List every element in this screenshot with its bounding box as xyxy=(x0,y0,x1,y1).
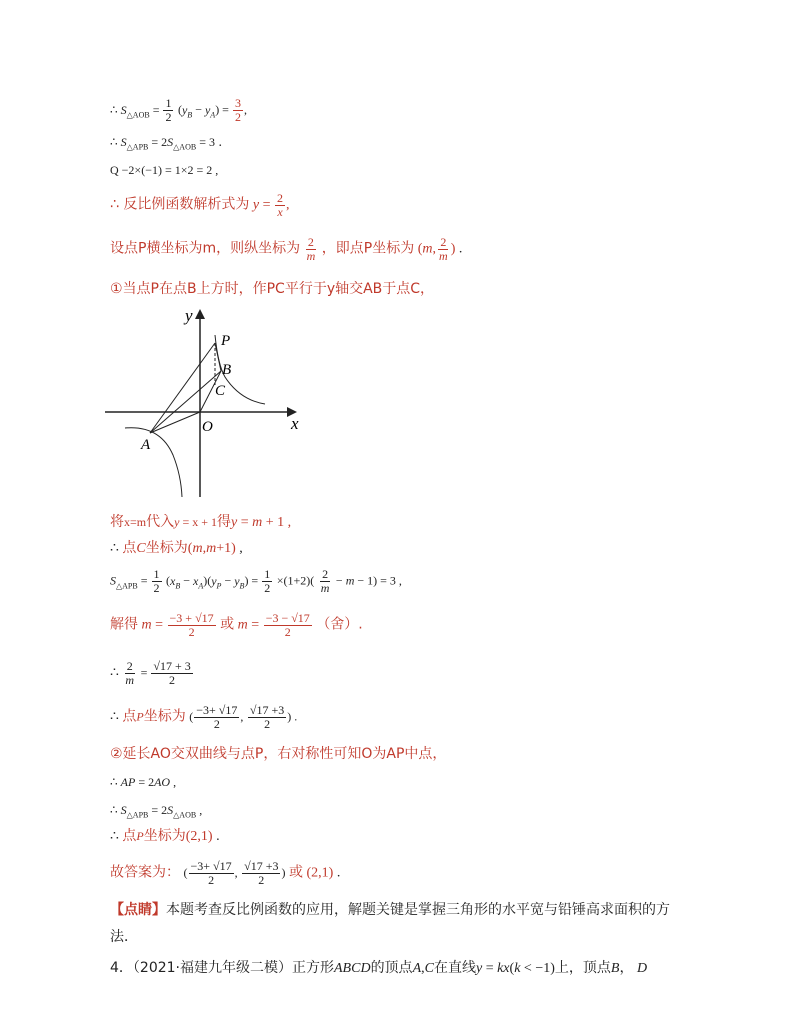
line-6: ①当点P在点B上方时，作PC平行于y轴交AB于点C， xyxy=(110,281,435,297)
line-7: 将x=m代入y = x + 1得y = m + 1 , xyxy=(110,514,292,530)
line-9: $S_{\triangle APB}$ = $\frac{1}{2}$ $(x_B - x_A)(y_P - y_B)$ = $\frac{1}{2}$ ×(1+2)( $\frac{2}{m}$ − m − 1) = 3 , xyxy=(110,567,402,595)
dianjing-tag: 【点睛】 xyxy=(110,902,166,918)
line-19: 法． xyxy=(110,929,138,945)
label-B: B xyxy=(222,362,232,378)
line-2: ∴ $S_{\triangle APB} = 2S_{\triangle AOB} = 3$ . xyxy=(110,135,222,152)
hyperbola-figure xyxy=(105,305,305,505)
line-18-text: 本题考查反比例函数的应用，解题关键是掌握三角形的水平宽与铅锤高求面积的方 xyxy=(166,902,670,918)
line-15: ∴ $S_{\triangle APB} = 2S_{\triangle AOB}$ , xyxy=(110,803,203,820)
line-13: ②延长AO交双曲线与点P，右对称性可知O为AP中点， xyxy=(110,746,447,762)
line-20: 4．（2021·福建九年级二模）正方形ABCD的顶点A,C在直线y = kx(k < −1)上，顶点B， D xyxy=(110,960,648,976)
line-10-c: 或 xyxy=(220,616,235,633)
line-17-c: 或 xyxy=(288,864,303,881)
line-5: 设点P横坐标为m，则纵坐标为 $\frac{2}{m}$ ，即点P坐标为 (m, $\frac{2}{m}$ ) . xyxy=(110,235,463,263)
line-17-a: 故答案为： xyxy=(110,864,180,881)
line-14: ∴ AP = 2AO , xyxy=(110,775,177,789)
line-11: ∴ $\frac{2}{m}$ = $\frac{√17 + 3}{2}$ xyxy=(110,659,191,687)
line-5-a: 设点P横坐标为m，则纵坐标为 xyxy=(110,240,301,257)
line-10-a: 解得 xyxy=(110,616,138,633)
line-8: ∴ 点C坐标为(m,m+1) , xyxy=(110,540,243,556)
line-10-e: （舍）. xyxy=(316,616,363,633)
hyperbola-branch-left xyxy=(125,428,182,497)
line-4-text: ∴ 反比例函数解析式为 xyxy=(110,196,250,213)
line-12: ∴ 点P坐标为 ( $\frac{-3+ √17}{2}$ , $\frac{√17 +3}{2}$ ) . xyxy=(110,703,298,731)
line-17: 故答案为： ( $\frac{-3+ √17}{2}$ , $\frac{√17 +3}{2}$ ) 或 (2,1) . xyxy=(110,859,341,887)
y-axis-arrow xyxy=(195,309,205,319)
label-O: O xyxy=(202,419,213,435)
line-18 xyxy=(110,900,670,921)
line-1: ∴ $S_{\triangle AOB}$ = $\frac{1}{2}$ $(y_B - y_A)$ = $\frac{3}{2}$ , xyxy=(110,96,247,124)
line-16: ∴ 点P坐标为(2,1) . xyxy=(110,828,220,844)
label-y: y xyxy=(185,306,193,325)
label-x: x xyxy=(291,414,299,433)
line-10: 解得 m = $\frac{-3 + √17}{2}$ 或 m = $\frac{-3 - √17}{2}$ （舍）. xyxy=(110,611,363,639)
label-A: A xyxy=(141,437,151,453)
label-C: C xyxy=(215,383,226,399)
label-P: P xyxy=(221,333,231,349)
line-5-b: ，即点P坐标为 xyxy=(321,240,415,257)
line-3: Q −2×(−1) = 1×2 = 2 , xyxy=(110,163,219,177)
line-4: ∴ 反比例函数解析式为 y = $\frac{2}{x}$ , xyxy=(110,191,290,219)
